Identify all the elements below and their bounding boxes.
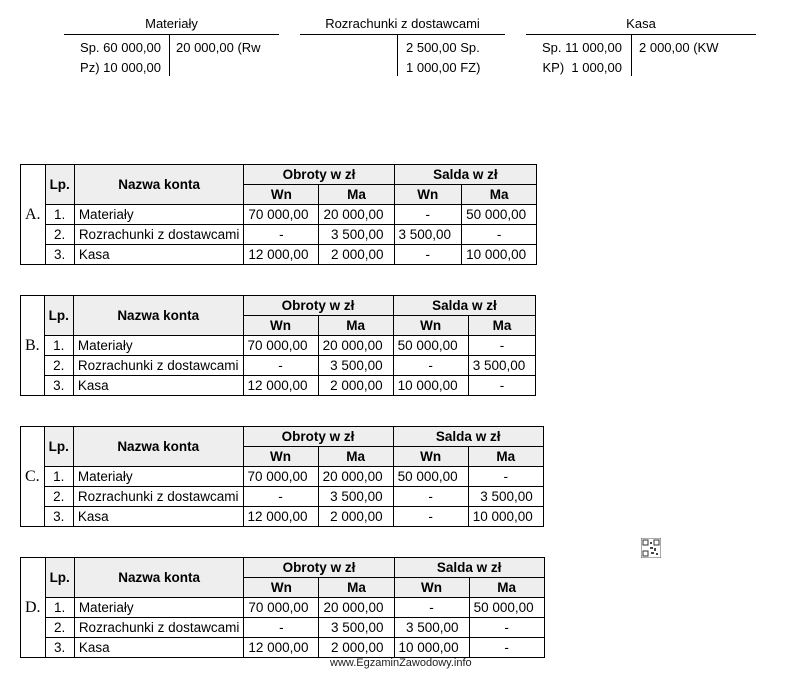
header-balance-wn: Wn — [394, 185, 462, 205]
header-balance-ma: Ma — [462, 185, 537, 205]
t-account-divider — [169, 35, 170, 76]
row-obroty-ma: 20 000,00 — [319, 598, 394, 618]
header-lp: Lp. — [44, 296, 73, 336]
row-saldo-ma: 50 000,00 — [469, 598, 544, 618]
row-lp: 2. — [44, 356, 73, 376]
table-row — [21, 205, 537, 225]
row-saldo-ma: - — [468, 376, 536, 396]
row-saldo-wn: 10 000,00 — [393, 376, 468, 396]
option-letter-cell — [21, 165, 46, 265]
row-obroty-wn: 12 000,00 — [244, 245, 319, 265]
header-turnover-wn: Wn — [243, 316, 318, 336]
row-account-name: Rozrachunki z dostawcami — [74, 225, 244, 245]
row-account-name: Materiały — [73, 336, 243, 356]
row-lp: 3. — [45, 638, 74, 658]
row-obroty-wn: 70 000,00 — [243, 467, 318, 487]
t-account-title: Materiały — [145, 16, 198, 31]
header-turnover-wn: Wn — [244, 578, 319, 598]
header-balance: Salda w zł — [393, 427, 543, 447]
row-lp: 1. — [44, 336, 73, 356]
header-balance-ma: Ma — [468, 316, 536, 336]
row-saldo-ma: - — [468, 467, 543, 487]
header-turnover-wn: Wn — [243, 447, 318, 467]
credit-entry: 20 000,00 (Rw — [176, 40, 261, 55]
row-obroty-wn: - — [244, 618, 319, 638]
row-obroty-ma: 20 000,00 — [318, 336, 393, 356]
option-letter: A. — [25, 206, 41, 223]
t-account-credit — [406, 38, 480, 78]
debit-entry: Sp. 11 000,00 — [542, 40, 622, 55]
row-saldo-ma: - — [462, 225, 537, 245]
row-account-name: Kasa — [74, 638, 244, 658]
row-obroty-wn: 12 000,00 — [243, 507, 318, 527]
row-obroty-ma: 20 000,00 — [318, 467, 393, 487]
table-row — [21, 245, 537, 265]
row-account-name: Rozrachunki z dostawcami — [74, 618, 244, 638]
row-lp: 3. — [45, 245, 74, 265]
option-letter-cell — [21, 558, 46, 658]
row-obroty-wn: 12 000,00 — [243, 376, 318, 396]
row-account-name: Materiały — [74, 205, 244, 225]
row-saldo-wn: - — [393, 507, 468, 527]
row-obroty-ma: 3 500,00 — [318, 487, 393, 507]
row-obroty-ma: 20 000,00 — [319, 205, 394, 225]
table-row — [21, 507, 544, 527]
row-obroty-ma: 3 500,00 — [319, 618, 394, 638]
header-balance-ma: Ma — [468, 447, 543, 467]
debit-entry: Sp. 60 000,00 — [80, 40, 161, 55]
row-saldo-wn: - — [393, 487, 468, 507]
option-letter: C. — [25, 468, 40, 485]
t-account-credit — [176, 38, 261, 58]
table-row — [21, 638, 545, 658]
row-lp: 1. — [45, 205, 74, 225]
row-account-name: Materiały — [74, 598, 244, 618]
t-account-title: Kasa — [626, 16, 656, 31]
row-saldo-ma: 50 000,00 — [462, 205, 537, 225]
t-account-divider — [631, 35, 632, 76]
header-turnover: Obroty w zł — [244, 558, 394, 578]
option-letter: D. — [25, 599, 41, 616]
t-account-debit — [526, 38, 622, 78]
qr-code-icon — [641, 538, 661, 558]
credit-entry: 2 500,00 Sp. — [406, 40, 480, 55]
balance-table — [20, 426, 544, 527]
t-account-title: Rozrachunki z dostawcami — [325, 16, 480, 31]
row-obroty-wn: 70 000,00 — [243, 336, 318, 356]
table-row — [21, 356, 536, 376]
header-turnover: Obroty w zł — [244, 165, 394, 185]
row-saldo-wn: 50 000,00 — [393, 467, 468, 487]
row-obroty-ma: 3 500,00 — [319, 225, 394, 245]
header-balance-wn: Wn — [393, 316, 468, 336]
table-row — [21, 336, 536, 356]
row-saldo-ma: - — [469, 618, 544, 638]
debit-entry: KP) 1 000,00 — [542, 60, 622, 75]
header-account-name: Nazwa konta — [73, 296, 243, 336]
t-account-debit — [64, 38, 161, 78]
row-saldo-wn: 3 500,00 — [394, 225, 462, 245]
option-letter: B. — [25, 337, 40, 354]
header-turnover-ma: Ma — [318, 447, 393, 467]
header-balance-wn: Wn — [394, 578, 469, 598]
header-lp: Lp. — [44, 427, 73, 467]
row-obroty-wn: - — [243, 487, 318, 507]
row-account-name: Materiały — [73, 467, 243, 487]
debit-entry: Pz) 10 000,00 — [80, 60, 161, 75]
row-obroty-ma: 2 000,00 — [319, 638, 394, 658]
row-saldo-wn: - — [393, 356, 468, 376]
header-balance: Salda w zł — [394, 558, 544, 578]
header-turnover-ma: Ma — [318, 316, 393, 336]
watermark: www.EgzaminZawodowy.info — [330, 657, 472, 669]
row-lp: 1. — [44, 467, 73, 487]
header-turnover-wn: Wn — [244, 185, 319, 205]
row-obroty-wn: - — [244, 225, 319, 245]
option-letter-cell — [21, 427, 45, 527]
row-lp: 3. — [44, 507, 73, 527]
t-account-credit — [639, 38, 719, 58]
option-letter-cell — [21, 296, 45, 396]
balance-table — [20, 164, 537, 265]
t-account-divider — [397, 35, 398, 76]
t-account-materialy — [64, 14, 279, 76]
row-obroty-ma: 2 000,00 — [318, 507, 393, 527]
header-turnover: Obroty w zł — [243, 427, 393, 447]
row-saldo-wn: - — [394, 245, 462, 265]
row-obroty-wn: 70 000,00 — [244, 205, 319, 225]
row-saldo-ma: 3 500,00 — [468, 356, 536, 376]
row-saldo-ma: 3 500,00 — [468, 487, 543, 507]
header-balance: Salda w zł — [394, 165, 537, 185]
t-account-kasa — [526, 14, 756, 76]
row-account-name: Kasa — [74, 245, 244, 265]
row-account-name: Rozrachunki z dostawcami — [73, 356, 243, 376]
header-turnover-ma: Ma — [319, 578, 394, 598]
row-obroty-wn: - — [243, 356, 318, 376]
row-obroty-ma: 2 000,00 — [319, 245, 394, 265]
header-turnover: Obroty w zł — [243, 296, 393, 316]
row-lp: 2. — [45, 225, 74, 245]
row-obroty-ma: 3 500,00 — [318, 356, 393, 376]
row-lp: 2. — [44, 487, 73, 507]
header-lp: Lp. — [45, 165, 74, 205]
row-lp: 3. — [44, 376, 73, 396]
row-saldo-wn: - — [394, 205, 462, 225]
t-account-divider — [526, 34, 756, 35]
balance-table — [20, 295, 536, 396]
row-account-name: Kasa — [73, 376, 243, 396]
credit-entry: 1 000,00 FZ) — [406, 60, 481, 75]
row-obroty-ma: 2 000,00 — [318, 376, 393, 396]
row-obroty-wn: 70 000,00 — [244, 598, 319, 618]
row-saldo-ma: - — [468, 336, 536, 356]
row-saldo-wn: - — [394, 598, 469, 618]
header-balance-wn: Wn — [393, 447, 468, 467]
header-balance-ma: Ma — [469, 578, 544, 598]
header-turnover-ma: Ma — [319, 185, 394, 205]
row-account-name: Kasa — [73, 507, 243, 527]
row-lp: 2. — [45, 618, 74, 638]
row-lp: 1. — [45, 598, 74, 618]
table-row — [21, 598, 545, 618]
row-saldo-ma: 10 000,00 — [462, 245, 537, 265]
credit-entry: 2 000,00 (KW — [639, 40, 719, 55]
row-saldo-ma: - — [469, 638, 544, 658]
header-account-name: Nazwa konta — [73, 427, 243, 467]
t-account-rozrachunki — [300, 14, 505, 76]
header-balance: Salda w zł — [393, 296, 536, 316]
row-saldo-ma: 10 000,00 — [468, 507, 543, 527]
row-obroty-wn: 12 000,00 — [244, 638, 319, 658]
header-account-name: Nazwa konta — [74, 165, 244, 205]
table-row — [21, 487, 544, 507]
t-account-divider — [64, 34, 279, 35]
table-row — [21, 618, 545, 638]
row-account-name: Rozrachunki z dostawcami — [73, 487, 243, 507]
t-account-divider — [300, 34, 505, 35]
table-row — [21, 467, 544, 487]
table-row — [21, 376, 536, 396]
row-saldo-wn: 50 000,00 — [393, 336, 468, 356]
header-lp: Lp. — [45, 558, 74, 598]
row-saldo-wn: 10 000,00 — [394, 638, 469, 658]
balance-table — [20, 557, 545, 658]
header-account-name: Nazwa konta — [74, 558, 244, 598]
table-row — [21, 225, 537, 245]
row-saldo-wn: 3 500,00 — [394, 618, 469, 638]
